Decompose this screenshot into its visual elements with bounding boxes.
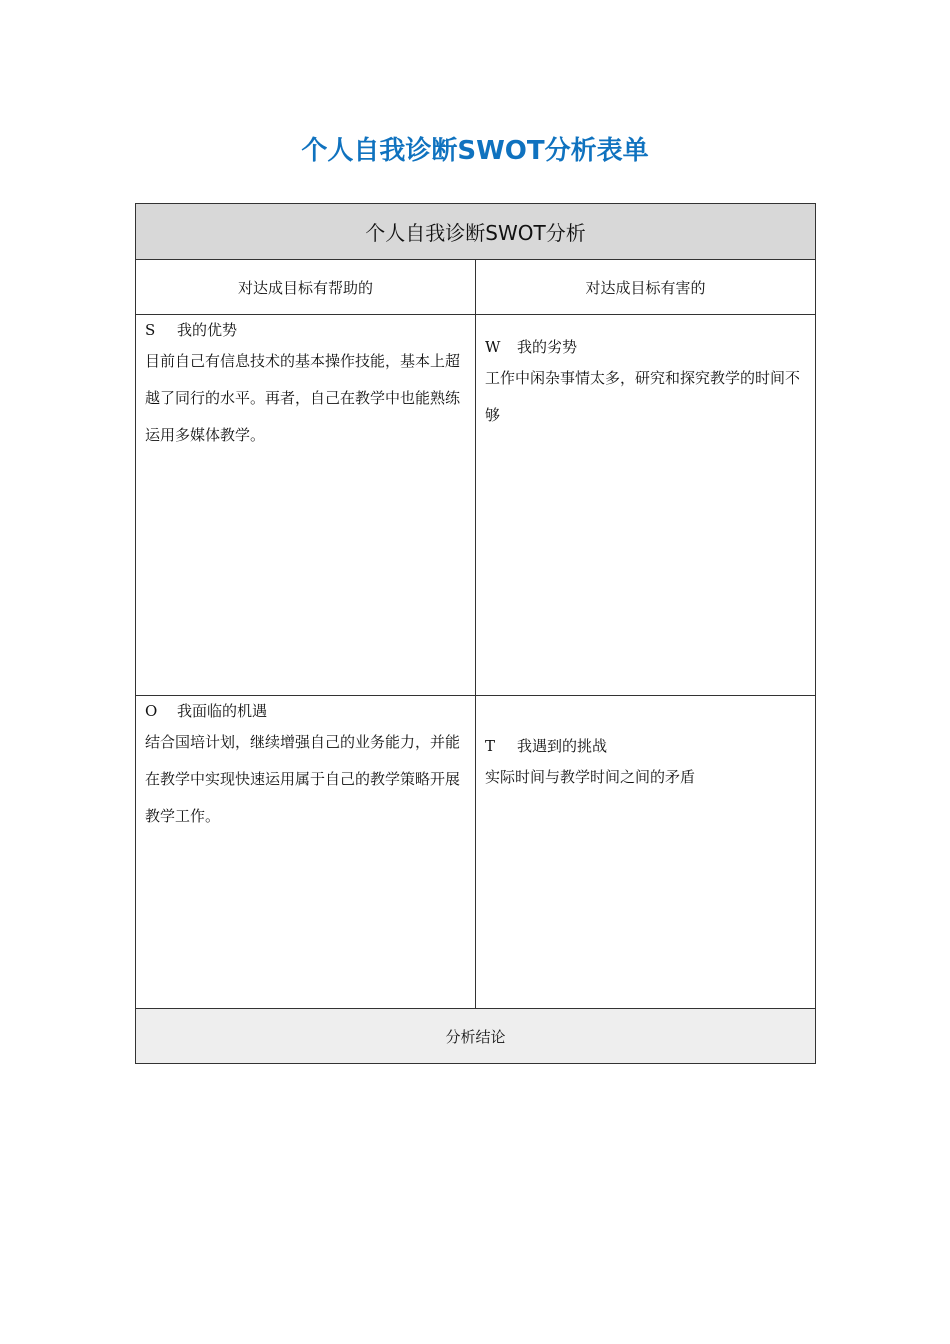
weaknesses-body: 工作中闲杂事情太多，研究和探究教学的时间不够 — [485, 369, 801, 424]
threats-heading — [485, 733, 807, 759]
document-title: 个人自我诊断SWOT分析表单 — [301, 136, 649, 166]
weaknesses-heading — [485, 334, 807, 360]
opportunities-body: 结合国培计划，继续增强自己的业务能力，并能在教学中实现快速运用属于自己的教学策略开展教学工作。 — [145, 733, 461, 825]
opportunities-threats-row — [136, 696, 816, 1009]
swot-table — [135, 203, 816, 1064]
strengths-heading — [145, 317, 467, 343]
weaknesses-cell — [476, 315, 816, 696]
weaknesses-title: 我的劣势 — [517, 338, 578, 356]
opportunities-letter: O — [145, 702, 158, 720]
weaknesses-letter: W — [485, 338, 501, 356]
table-header-row — [136, 204, 816, 260]
harmful-label: 对达成目标有害的 — [476, 260, 816, 315]
strengths-weaknesses-row — [136, 315, 816, 696]
conclusion-row — [136, 1009, 816, 1064]
threats-title: 我遇到的挑战 — [517, 737, 608, 755]
threats-letter: T — [485, 737, 496, 755]
opportunities-cell — [136, 696, 476, 1009]
opportunities-title: 我面临的机遇 — [177, 702, 268, 720]
strengths-letter: S — [145, 321, 156, 339]
category-row — [136, 260, 816, 315]
helpful-label: 对达成目标有帮助的 — [136, 260, 476, 315]
strengths-body: 目前自己有信息技术的基本操作技能，基本上超越了同行的水平。再者，自己在教学中也能熟练运用多媒体教学。 — [145, 352, 461, 444]
opportunities-heading — [145, 698, 467, 724]
threats-cell — [476, 696, 816, 1009]
strengths-title: 我的优势 — [177, 321, 238, 339]
threats-body: 实际时间与教学时间之间的矛盾 — [485, 768, 696, 786]
conclusion-label: 分析结论 — [136, 1009, 816, 1064]
strengths-cell — [136, 315, 476, 696]
table-header: 个人自我诊断SWOT分析 — [136, 204, 816, 260]
